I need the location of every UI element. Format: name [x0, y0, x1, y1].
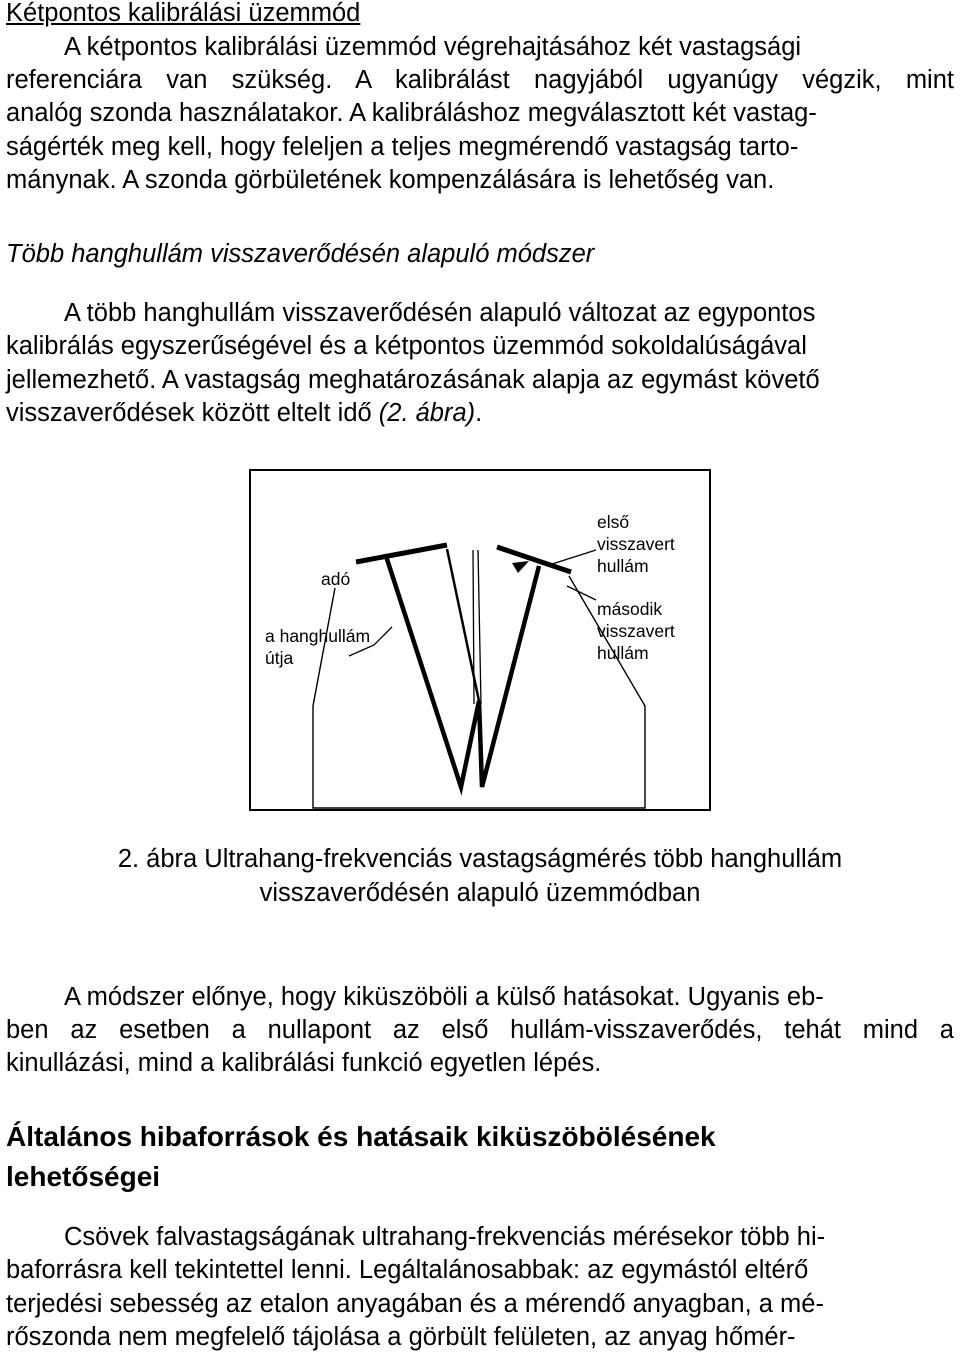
sound-wave-path: [386, 556, 539, 787]
label-first-echo: visszavert: [597, 534, 675, 554]
arrowhead: [512, 561, 529, 573]
center-line: [473, 550, 474, 704]
receiver-element: [497, 547, 571, 572]
section-heading-two-point: Kétpontos kalibrálási üzemmód: [6, 0, 361, 27]
figure-caption: 2. ábra Ultrahang-frekvenciás vastagságmérés több hanghullám: [117, 845, 843, 873]
section-heading-multi-echo: Több hanghullám visszaverődésén alapuló módszer: [6, 240, 595, 268]
leader-line-first-echo: [549, 550, 596, 565]
paragraph-line: Csövek falvastagságának ultrahang-frekvenciás mérésekor több hi-: [64, 1223, 826, 1251]
paragraph-line: baforrásra kell tekintettel lenni. Legáltalánosabbak: az egymástól eltérő: [6, 1256, 809, 1284]
section-heading-errors: Általános hibaforrások és hatásaik kiküszöbölésének: [6, 1121, 716, 1152]
paragraph-line: terjedési sebesség az etalon anyagában és a mérendő anyagban, a mé-: [6, 1290, 824, 1318]
label-first-echo: első: [597, 512, 630, 532]
period: .: [475, 399, 483, 427]
section-heading-errors: lehetőségei: [6, 1161, 161, 1192]
paragraph-line: ben az esetben a nullapont az első hullám-visszaverődés, tehát mind a: [6, 1016, 954, 1044]
paragraph-line: kinullázási, mind a kalibrálási funkció egyetlen lépés.: [6, 1049, 602, 1077]
thickness-diagram: [249, 469, 711, 811]
figure-reference: (2. ábra): [378, 399, 476, 427]
label-path: útja: [265, 648, 294, 668]
label-path: a hanghullám: [265, 626, 371, 646]
center-line: [478, 550, 481, 704]
label-second-echo: második: [597, 599, 663, 619]
paragraph-line: ságérték meg kell, hogy feleljen a teljes megmérendő vastagság tarto-: [6, 133, 799, 161]
label-second-echo: hullám: [597, 643, 649, 663]
paragraph-line: jellemezhető. A vastagság meghatározásának alapja az egymást követő: [6, 366, 820, 394]
paragraph-line: A több hanghullám visszaverődésén alapuló változat az egypontos: [64, 299, 816, 327]
label-first-echo: hullám: [597, 556, 649, 576]
paragraph-text: visszaverődések között eltelt idő: [6, 399, 372, 427]
paragraph-line: kalibrálás egyszerűségével és a kétpontos üzemmód sokoldalúságával: [6, 332, 807, 360]
transmitter-element: [356, 545, 447, 562]
paragraph-line: A módszer előnye, hogy kiküszöböli a külső hatásokat. Ugyanis eb-: [64, 983, 824, 1011]
paragraph-line: A kétpontos kalibrálási üzemmód végrehajtásához két vastagsági: [64, 33, 802, 61]
label-transmitter: adó: [321, 569, 351, 589]
paragraph-line: analóg szonda használatakor. A kalibráláshoz megválasztott két vastag-: [6, 99, 817, 127]
paragraph-line: rőszonda nem megfelelő tájolása a görbült felületen, az anyag hőmér-: [6, 1323, 796, 1351]
paragraph-line: mánynak. A szonda görbületének kompenzálására is lehetőség van.: [6, 166, 775, 194]
label-second-echo: visszavert: [597, 621, 675, 641]
paragraph-line: [6, 397, 482, 429]
paragraph-line: referenciára van szükség. A kalibrálást nagyjából ugyanúgy végzik, mint: [6, 66, 954, 94]
figure-caption: visszaverődésén alapuló üzemmódban: [259, 879, 701, 907]
